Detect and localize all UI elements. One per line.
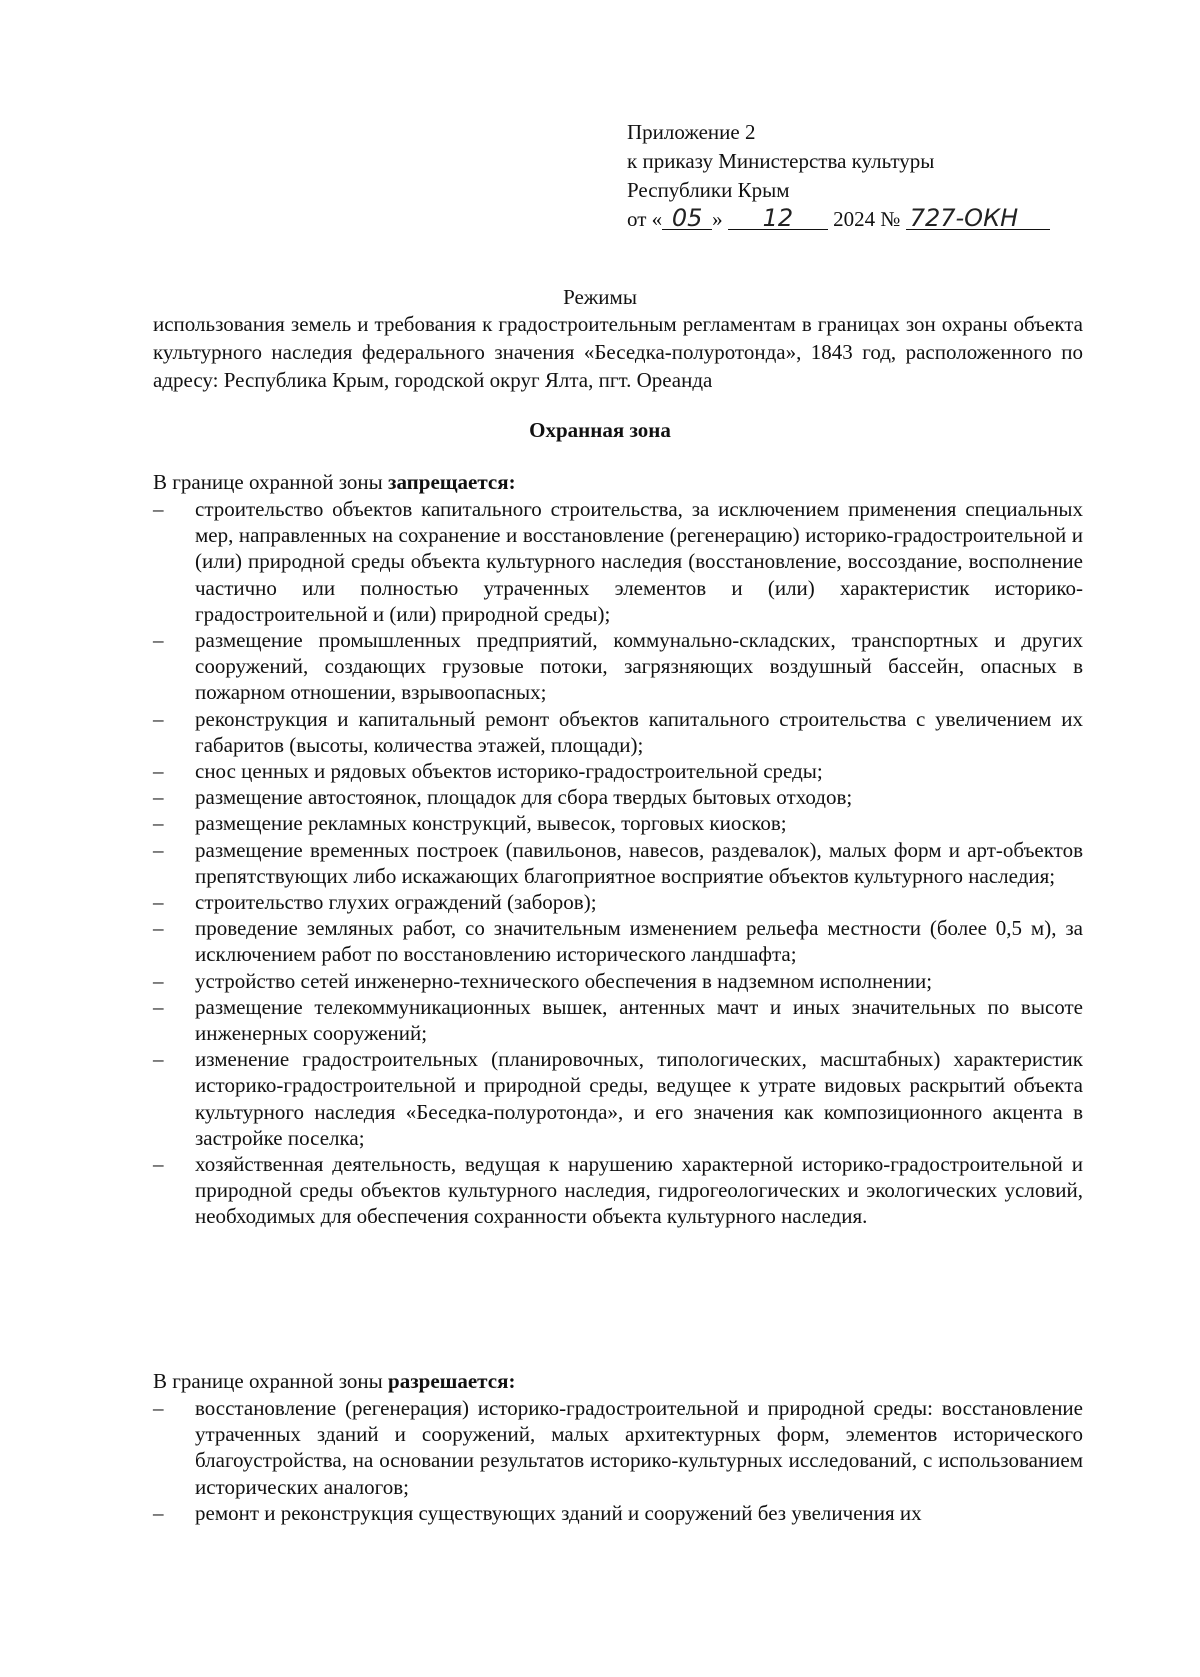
appendix-label: Приложение 2: [627, 120, 756, 144]
list-item: [153, 837, 1083, 889]
list-bullet: –: [153, 1152, 164, 1177]
date-number-line: [627, 205, 1050, 234]
handwritten-month: 12: [728, 207, 828, 230]
list-item-text: проведение земляных работ, со значительным изменением рельефа местности (более 0,5 м), за исключением работ по восстановлению исторического ландшафта;: [195, 916, 1083, 967]
list-bullet: –: [153, 968, 164, 993]
appendix-header: [627, 118, 1050, 234]
list-bullet: –: [153, 706, 164, 731]
list-bullet: –: [153, 628, 164, 653]
allowed-lead-text: В границе охранной зоны: [153, 1369, 389, 1393]
allowed-lead-bold: разрешается:: [388, 1369, 516, 1393]
list-bullet: –: [153, 1500, 164, 1525]
list-item: [153, 994, 1083, 1046]
list-bullet: –: [153, 759, 164, 784]
list-item-text: размещение промышленных предприятий, коммунально-складских, транспортных и других сооружений, создающих грузовые потоки, загрязняющих воздушный бассейн, опасных в пожарном отношении, взрывоопасных;: [195, 628, 1083, 705]
list-item-text: устройство сетей инженерно-технического обеспечения в надземном исполнении;: [195, 968, 933, 993]
list-item: [153, 627, 1083, 706]
list-item-text: ремонт и реконструкция существующих зданий и сооружений без увеличения их: [195, 1500, 922, 1525]
date-mid: »: [712, 207, 723, 231]
handwritten-doc-number: 727-ОКН: [906, 207, 1050, 230]
list-bullet: –: [153, 994, 164, 1019]
list-bullet: –: [153, 1396, 164, 1420]
date-year: 2024 №: [833, 207, 901, 231]
list-item: [153, 706, 1083, 758]
list-item-text: строительство глухих ограждений (заборов);: [195, 890, 597, 915]
list-bullet: –: [153, 785, 164, 810]
list-item: [153, 784, 1083, 810]
list-item: [153, 889, 1083, 915]
list-item: [153, 1500, 1083, 1526]
list-bullet: –: [153, 1047, 164, 1072]
section-title: Охранная зона: [529, 418, 671, 442]
date-prefix: от «: [627, 207, 663, 231]
list-bullet: –: [153, 837, 164, 862]
list-item-text: размещение рекламных конструкций, вывесок, торговых киосков;: [195, 811, 787, 836]
allowed-list: [153, 1395, 1083, 1526]
list-item-text: изменение градостроительных (планировочных, типологических, масштабных) характеристик историко-градостроительной и природной среды, ведущее к утрате видовых раскрытий объекта культурного наследия «Беседка-полуротонда», и его значения как композиционного акцента в застройке поселка;: [195, 1047, 1083, 1150]
republic-name: Республики Крым: [627, 178, 790, 202]
document-title: Режимы: [563, 285, 637, 309]
list-item-text: размещение автостоянок, площадок для сбора твердых бытовых отходов;: [195, 785, 853, 810]
list-item: [153, 1046, 1083, 1151]
prohibited-lead: [153, 468, 516, 496]
list-item-text: реконструкция и капитальный ремонт объектов капитального строительства с увеличением их габаритов (высоты, количества этажей, площади);: [195, 706, 1083, 757]
list-item: [153, 968, 1083, 994]
prohibited-lead-text: В границе охранной зоны: [153, 470, 389, 494]
list-bullet: –: [153, 497, 164, 521]
list-item: [153, 496, 1083, 627]
document-intro: использования земель и требования к градостроительным регламентам в границах зон охраны объекта культурного наследия федерального значения «Беседка-полуротонда», 1843 год, расположенного по адресу: Республика Крым, городской округ Ялта, пгт. Ореанда: [153, 312, 1083, 392]
list-item-text: восстановление (регенерация) историко-градостроительной и природной среды: восстановление утраченных зданий и сооружений, малых архитектурных форм, элементов исторического благоустройства, на основании результатов историко-культурных исследований, с использованием исторических аналогов;: [195, 1396, 1083, 1499]
list-bullet: –: [153, 916, 164, 941]
list-bullet: –: [153, 811, 164, 836]
list-item: [153, 758, 1083, 784]
list-item-text: размещение телекоммуникационных вышек, антенных мачт и иных значительных по высоте инженерных сооружений;: [195, 994, 1083, 1046]
prohibited-list: [153, 496, 1083, 1230]
prohibited-lead-bold: запрещается:: [388, 470, 516, 494]
list-item: [153, 915, 1083, 967]
list-bullet: –: [153, 890, 164, 915]
list-item: [153, 810, 1083, 836]
list-item-text: хозяйственная деятельность, ведущая к нарушению характерной историко-градостроительной и природной среды объектов культурного наследия, гидрогеологических и экологических условий, необходимых для обеспечения сохранности объекта культурного наследия.: [195, 1152, 1083, 1229]
list-item: [153, 1395, 1083, 1500]
list-item-text: снос ценных и рядовых объектов историко-градостроительной среды;: [195, 759, 823, 784]
order-reference: к приказу Министерства культуры: [627, 149, 935, 173]
allowed-lead: [153, 1367, 515, 1395]
list-item: [153, 1151, 1083, 1230]
list-item-text: размещение временных построек (павильонов, навесов, раздевалок), малых форм и арт-объектов препятствующих либо искажающих благоприятное восприятие объектов культурного наследия;: [195, 837, 1083, 888]
handwritten-day: 05: [662, 207, 712, 230]
list-item-text: строительство объектов капитального строительства, за исключением применения специальных мер, направленных на сохранение и восстановление (регенерацию) историко-градостроительной и (или) природной среды объекта культурного наследия (восстановление, воссоздание, восполнение частично или полностью утраченных элементов и (или) характеристик историко-градостроительной и (или) природной среды);: [195, 497, 1083, 626]
